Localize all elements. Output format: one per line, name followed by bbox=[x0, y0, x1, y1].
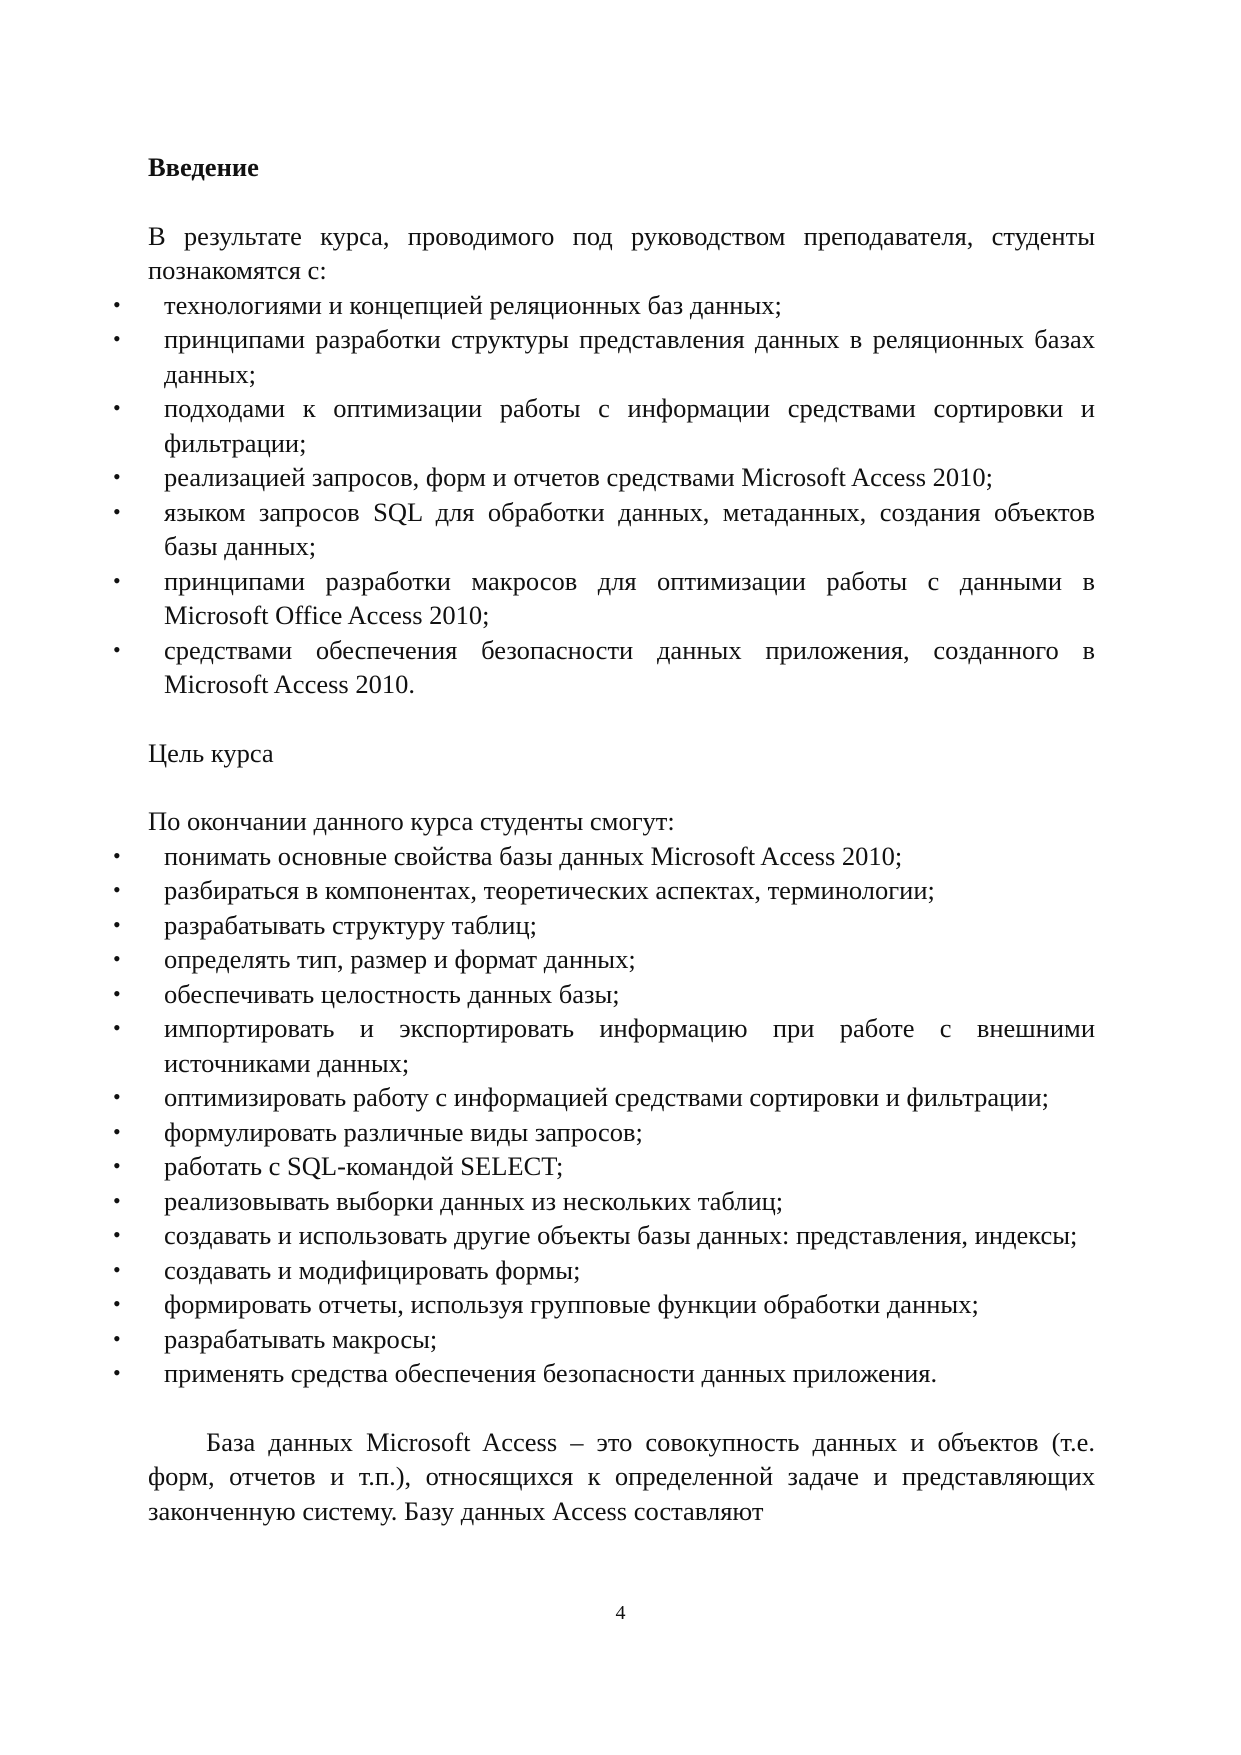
bullet-icon: • bbox=[113, 326, 121, 351]
bullet-icon: • bbox=[113, 291, 121, 317]
bullet-icon: • bbox=[113, 1187, 121, 1213]
goal-list bbox=[113, 839, 1095, 1391]
bullet-icon: • bbox=[113, 1291, 121, 1316]
list-item bbox=[113, 460, 1095, 495]
list-item-text: разрабатывать макросы; bbox=[164, 1323, 438, 1354]
bullet-icon: • bbox=[113, 1153, 121, 1178]
list-item-text: технологиями и концепцией реляционных баз данных; bbox=[164, 289, 782, 320]
list-item-text: реализовывать выборки данных из нескольких таблиц; bbox=[164, 1185, 784, 1216]
bullet-icon: • bbox=[113, 567, 121, 593]
list-item bbox=[113, 1287, 1095, 1322]
list-item-text: подходами к оптимизации работы с информации средствами сортировки и фильтрации; bbox=[164, 393, 1095, 458]
list-item bbox=[113, 1011, 1095, 1080]
bullet-icon: • bbox=[113, 395, 121, 420]
list-item bbox=[113, 633, 1095, 702]
bullet-icon: • bbox=[113, 1084, 121, 1109]
list-item bbox=[113, 1080, 1095, 1115]
list-item bbox=[113, 322, 1095, 391]
list-item-text: работать с SQL-командой SELECT; bbox=[164, 1151, 564, 1181]
goal-intro: По окончании данного курса студенты смогут: bbox=[148, 806, 675, 836]
bullet-icon: • bbox=[113, 636, 121, 662]
bullet-icon: • bbox=[113, 877, 121, 902]
bullet-icon: • bbox=[113, 842, 121, 868]
bullet-icon: • bbox=[113, 1256, 121, 1282]
list-item bbox=[113, 1184, 1095, 1219]
bullet-icon: • bbox=[113, 1015, 121, 1040]
closing-paragraph: База данных Microsoft Access – это совокупность данных и объектов (т.е. форм, отчетов и т.п.), относящихся к определенной задаче и представляющих законченную систему. Базу данных Access составляют bbox=[148, 1426, 1095, 1526]
list-item-text: понимать основные свойства базы данных Microsoft Access 2010; bbox=[164, 840, 903, 871]
bullet-icon: • bbox=[113, 911, 121, 937]
goal-title: Цель курса bbox=[148, 737, 274, 768]
list-item-text: разбираться в компонентах, теоретических аспектах, терминологии; bbox=[164, 875, 935, 905]
list-item-text: формировать отчеты, используя групповые функции обработки данных; bbox=[164, 1289, 979, 1319]
bullet-icon: • bbox=[113, 1222, 121, 1247]
list-item-text: формулировать различные виды запросов; bbox=[164, 1116, 643, 1147]
page-content bbox=[113, 150, 1095, 1528]
section-heading: Введение bbox=[148, 152, 259, 182]
bullet-icon: • bbox=[113, 946, 121, 971]
list-item bbox=[113, 977, 1095, 1012]
bullet-icon: • bbox=[113, 980, 121, 1006]
list-item bbox=[113, 1149, 1095, 1184]
list-item-text: определять тип, размер и формат данных; bbox=[164, 944, 636, 974]
list-item-text: применять средства обеспечения безопасности данных приложения. bbox=[164, 1358, 938, 1388]
list-item bbox=[113, 1322, 1095, 1357]
list-item bbox=[113, 391, 1095, 460]
list-item bbox=[113, 1356, 1095, 1391]
list-item bbox=[113, 1253, 1095, 1288]
list-item-text: принципами разработки структуры представления данных в реляционных базах данных; bbox=[164, 324, 1095, 389]
intro-list bbox=[113, 288, 1095, 702]
list-item-text: обеспечивать целостность данных базы; bbox=[164, 978, 620, 1009]
list-item bbox=[113, 1115, 1095, 1150]
list-item-text: реализацией запросов, форм и отчетов средствами Microsoft Access 2010; bbox=[164, 462, 994, 492]
page-number: 4 bbox=[615, 1602, 626, 1624]
list-item-text: принципами разработки макросов для оптимизации работы с данными в Microsoft Office Access 2010; bbox=[164, 565, 1095, 630]
list-item-text: средствами обеспечения безопасности данных приложения, созданного в Microsoft Access 2010. bbox=[164, 634, 1095, 699]
list-item bbox=[113, 942, 1095, 977]
list-item bbox=[113, 1218, 1095, 1253]
list-item-text: создавать и использовать другие объекты базы данных: представления, индексы; bbox=[164, 1220, 1078, 1250]
list-item-text: создавать и модифицировать формы; bbox=[164, 1254, 581, 1285]
list-item bbox=[113, 495, 1095, 564]
list-item bbox=[113, 839, 1095, 874]
bullet-icon: • bbox=[113, 1118, 121, 1144]
intro-paragraph: В результате курса, проводимого под руководством преподавателя, студенты познакомятся с: bbox=[148, 220, 1095, 285]
bullet-icon: • bbox=[113, 1325, 121, 1351]
list-item-text: языком запросов SQL для обработки данных, метаданных, создания объектов базы данных; bbox=[164, 496, 1095, 561]
bullet-icon: • bbox=[113, 498, 121, 524]
list-item bbox=[113, 288, 1095, 323]
bullet-icon: • bbox=[113, 464, 121, 489]
list-item bbox=[113, 908, 1095, 943]
list-item bbox=[113, 873, 1095, 908]
list-item-text: импортировать и экспортировать информацию при работе с внешними источниками данных; bbox=[164, 1013, 1095, 1078]
bullet-icon: • bbox=[113, 1360, 121, 1385]
list-item-text: оптимизировать работу с информацией средствами сортировки и фильтрации; bbox=[164, 1082, 1050, 1112]
list-item-text: разрабатывать структуру таблиц; bbox=[164, 909, 538, 940]
list-item bbox=[113, 564, 1095, 633]
